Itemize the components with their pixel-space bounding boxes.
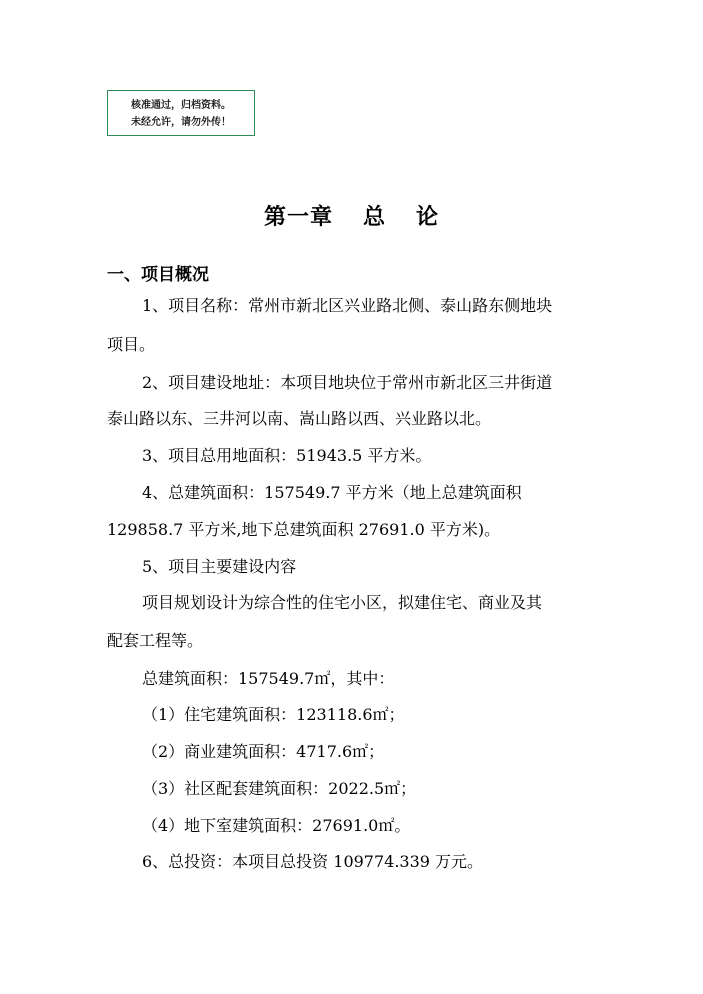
stamp-line-1: 核准通过，归档资料。 — [131, 100, 231, 111]
item-land-area: 3、项目总用地面积：51943.5 平方米。 — [142, 446, 432, 465]
item-total-investment: 6、总投资：本项目总投资 109774.339 万元。 — [142, 852, 484, 871]
item-basement-area: （4）地下室建筑面积：27691.0㎡。 — [142, 816, 411, 835]
item-project-name: 1、项目名称：常州市新北区兴业路北侧、泰山路东侧地块 — [142, 296, 553, 315]
item-site-address: 2、项目建设地址：本项目地块位于常州市新北区三井街道 — [142, 373, 553, 392]
item-plan-description: 项目规划设计为综合性的住宅小区，拟建住宅、商业及其 — [142, 593, 543, 612]
item-total-floor-area: 4、总建筑面积：157549.7 平方米（地上总建筑面积 — [142, 483, 522, 502]
item-area-summary: 总建筑面积：157549.7㎡，其中： — [142, 669, 395, 688]
section-heading: 一、项目概况 — [107, 265, 209, 285]
item-residential-area: （1）住宅建筑面积：123118.6㎡； — [142, 705, 405, 724]
item-total-floor-area-cont: 129858.7 平方米,地下总建筑面积 27691.0 平方米)。 — [107, 520, 501, 539]
chapter-word-1: 总 — [362, 204, 386, 230]
item-site-address-cont: 泰山路以东、三井河以南、嵩山路以西、兴业路以北。 — [107, 409, 492, 428]
chapter-number: 第一章 — [263, 204, 333, 230]
item-plan-description-cont: 配套工程等。 — [107, 631, 204, 650]
stamp-line-2: 未经允许，请勿外传！ — [131, 117, 231, 128]
approval-stamp — [107, 90, 255, 136]
item-commercial-area: （2）商业建筑面积：4717.6㎡； — [142, 742, 385, 761]
chapter-title — [0, 200, 703, 231]
chapter-word-2: 论 — [416, 204, 440, 230]
item-community-area: （3）社区配套建筑面积：2022.5㎡； — [142, 779, 417, 798]
item-project-name-cont: 项目。 — [107, 335, 156, 354]
item-main-content: 5、项目主要建设内容 — [142, 557, 297, 576]
